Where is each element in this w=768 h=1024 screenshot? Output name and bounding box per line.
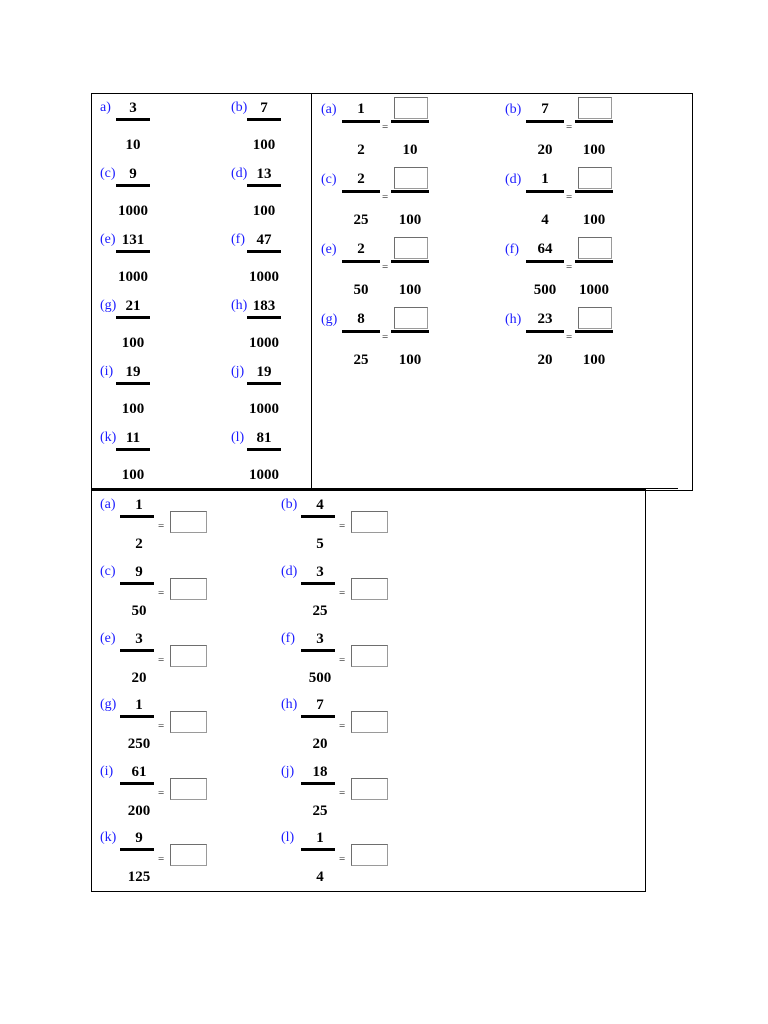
equals-sign: = [566, 121, 573, 133]
denominator: 25 [353, 352, 369, 368]
item-label: (d) [281, 564, 298, 579]
denominator: 20 [312, 736, 328, 752]
numerator: 7 [260, 100, 268, 116]
equals-sign: = [339, 587, 346, 599]
equivalent-fraction-item [505, 240, 675, 302]
equals-sign: = [339, 787, 346, 799]
answer-box[interactable] [351, 711, 388, 733]
denominator: 100 [121, 401, 145, 417]
answer-box[interactable] [170, 578, 207, 600]
fraction-bar [301, 582, 335, 585]
item-label: (e) [321, 242, 337, 257]
equivalent-fraction-item [321, 240, 491, 302]
denominator: 125 [127, 869, 151, 885]
denominator: 2 [135, 536, 143, 552]
target-denominator: 100 [582, 212, 606, 228]
fraction-bar [116, 382, 150, 385]
equivalent-fraction-item [321, 100, 491, 162]
fraction-bar [301, 715, 335, 718]
denominator: 100 [252, 137, 276, 153]
item-label: (k) [100, 430, 117, 445]
fraction-bar [116, 118, 150, 121]
fraction-bar [342, 330, 380, 333]
fraction-item [231, 430, 351, 490]
fraction-answer-item [100, 564, 270, 626]
equals-sign: = [339, 520, 346, 532]
item-label: (a) [100, 497, 116, 512]
target-denominator: 100 [398, 282, 422, 298]
fraction-bar [116, 316, 150, 319]
equivalent-fraction-item [321, 170, 491, 232]
equals-sign: = [566, 331, 573, 343]
fraction-bar [342, 190, 380, 193]
target-denominator: 100 [398, 352, 422, 368]
denominator: 20 [131, 670, 147, 686]
numerator: 7 [541, 101, 549, 117]
numerator: 1 [135, 497, 143, 513]
numerator-answer-box[interactable] [394, 97, 428, 119]
item-label: (h) [231, 298, 248, 313]
denominator: 1000 [118, 203, 148, 219]
denominator: 25 [312, 603, 328, 619]
answer-box[interactable] [351, 511, 388, 533]
fraction-bar [120, 715, 154, 718]
denominator: 1000 [249, 467, 279, 483]
equals-sign: = [382, 331, 389, 343]
numerator: 1 [135, 697, 143, 713]
item-label: (g) [321, 312, 338, 327]
fraction-bar [120, 649, 154, 652]
fraction-answer-item [100, 497, 270, 559]
numerator: 3 [316, 631, 324, 647]
item-label: (b) [505, 102, 522, 117]
item-label: (f) [281, 631, 295, 646]
target-denominator: 10 [402, 142, 418, 158]
numerator: 81 [256, 430, 272, 446]
fraction-answer-item [100, 764, 270, 826]
answer-box[interactable] [170, 711, 207, 733]
numerator: 18 [312, 764, 328, 780]
fraction-item [100, 232, 220, 292]
item-label: (j) [231, 364, 245, 379]
numerator: 7 [316, 697, 324, 713]
denominator: 500 [533, 282, 557, 298]
numerator-answer-box[interactable] [394, 307, 428, 329]
denominator: 250 [127, 736, 151, 752]
fraction-bar [391, 330, 429, 333]
fraction-bar [301, 515, 335, 518]
numerator: 1 [316, 830, 324, 846]
fraction-bar [301, 848, 335, 851]
fraction-bar [526, 190, 564, 193]
fraction-answer-item [100, 830, 270, 892]
item-label: (f) [231, 232, 245, 247]
numerator: 19 [256, 364, 272, 380]
target-denominator: 100 [582, 142, 606, 158]
denominator: 500 [308, 670, 332, 686]
fraction-bar [342, 120, 380, 123]
answer-box[interactable] [170, 645, 207, 667]
fraction-bar [120, 515, 154, 518]
denominator: 100 [252, 203, 276, 219]
denominator: 50 [131, 603, 147, 619]
fraction-bar [301, 649, 335, 652]
item-label: (h) [505, 312, 522, 327]
denominator: 5 [316, 536, 324, 552]
item-label: (c) [321, 172, 337, 187]
target-denominator: 100 [582, 352, 606, 368]
equivalent-fraction-item [505, 100, 675, 162]
equals-sign: = [158, 654, 165, 666]
fraction-bar [116, 184, 150, 187]
fraction-answer-item [281, 564, 451, 626]
equals-sign: = [158, 787, 165, 799]
fraction-answer-item [281, 697, 451, 759]
fraction-item [231, 364, 351, 424]
equals-sign: = [158, 587, 165, 599]
denominator: 2 [357, 142, 365, 158]
fraction-item [100, 166, 220, 226]
fraction-bar [116, 448, 150, 451]
item-label: (b) [281, 497, 298, 512]
answer-box[interactable] [170, 778, 207, 800]
item-label: (e) [100, 232, 116, 247]
item-label: (g) [100, 697, 117, 712]
fraction-bar [575, 260, 613, 263]
equals-sign: = [339, 654, 346, 666]
numerator: 3 [135, 631, 143, 647]
numerator: 131 [121, 232, 145, 248]
denominator: 1000 [249, 335, 279, 351]
denominator: 1000 [249, 401, 279, 417]
numerator-answer-box[interactable] [578, 167, 612, 189]
numerator: 61 [131, 764, 147, 780]
denominator: 25 [312, 803, 328, 819]
fraction-bar [247, 316, 281, 319]
denominator: 4 [541, 212, 549, 228]
fraction-bar [575, 190, 613, 193]
equals-sign: = [158, 853, 165, 865]
fraction-bar [247, 118, 281, 121]
numerator-answer-box[interactable] [394, 167, 428, 189]
fraction-bar [342, 260, 380, 263]
equivalent-fraction-item [505, 310, 675, 372]
numerator: 1 [357, 101, 365, 117]
fraction-answer-item [281, 764, 451, 826]
fraction-bar [526, 260, 564, 263]
fraction-bar [301, 782, 335, 785]
item-label: (d) [231, 166, 248, 181]
denominator: 100 [121, 467, 145, 483]
fraction-item [100, 100, 220, 160]
item-label: (b) [231, 100, 248, 115]
denominator: 1000 [249, 269, 279, 285]
equals-sign: = [566, 191, 573, 203]
item-label: (l) [281, 830, 295, 845]
item-label: (j) [281, 764, 295, 779]
fraction-bar [247, 448, 281, 451]
fraction-bar [120, 582, 154, 585]
equals-sign: = [382, 121, 389, 133]
fraction-answer-item [281, 497, 451, 559]
answer-box[interactable] [351, 778, 388, 800]
numerator: 9 [135, 830, 143, 846]
denominator: 200 [127, 803, 151, 819]
numerator: 64 [537, 241, 553, 257]
fraction-bar [116, 250, 150, 253]
numerator: 9 [129, 166, 137, 182]
fraction-answer-item [281, 631, 451, 693]
equals-sign: = [158, 520, 165, 532]
numerator-answer-box[interactable] [394, 237, 428, 259]
fraction-bar [120, 848, 154, 851]
fraction-answer-item [100, 697, 270, 759]
denominator: 100 [121, 335, 145, 351]
numerator: 1 [541, 171, 549, 187]
item-label: (f) [505, 242, 519, 257]
numerator: 2 [357, 241, 365, 257]
denominator: 10 [125, 137, 141, 153]
numerator: 23 [537, 311, 553, 327]
item-label: (g) [100, 298, 117, 313]
fraction-bar [575, 120, 613, 123]
fraction-bar [526, 120, 564, 123]
fraction-bar [247, 250, 281, 253]
equals-sign: = [339, 720, 346, 732]
item-label: (h) [281, 697, 298, 712]
fraction-item [100, 298, 220, 358]
denominator: 1000 [118, 269, 148, 285]
fraction-answer-item [281, 830, 451, 892]
item-label: (i) [100, 364, 114, 379]
equals-sign: = [382, 261, 389, 273]
fraction-bar [247, 382, 281, 385]
fraction-bar [526, 330, 564, 333]
item-label: (k) [100, 830, 117, 845]
fraction-answer-item [100, 631, 270, 693]
fraction-bar [391, 120, 429, 123]
fraction-item [100, 430, 220, 490]
numerator: 2 [357, 171, 365, 187]
numerator: 183 [252, 298, 276, 314]
fraction-bar [575, 330, 613, 333]
fraction-bar [391, 260, 429, 263]
equals-sign: = [566, 261, 573, 273]
equivalent-fraction-item [505, 170, 675, 232]
item-label: (l) [231, 430, 245, 445]
item-label: (d) [505, 172, 522, 187]
fraction-bar [120, 782, 154, 785]
denominator: 20 [537, 142, 553, 158]
item-label: (c) [100, 564, 116, 579]
item-label: (e) [100, 631, 116, 646]
numerator: 9 [135, 564, 143, 580]
denominator: 20 [537, 352, 553, 368]
equals-sign: = [382, 191, 389, 203]
numerator: 11 [125, 430, 141, 446]
target-denominator: 100 [398, 212, 422, 228]
item-label: (a) [321, 102, 337, 117]
answer-box[interactable] [351, 578, 388, 600]
numerator: 8 [357, 311, 365, 327]
equals-sign: = [339, 853, 346, 865]
numerator-answer-box[interactable] [578, 97, 612, 119]
numerator: 3 [316, 564, 324, 580]
item-label: (c) [100, 166, 116, 181]
answer-box[interactable] [170, 844, 207, 866]
numerator: 3 [129, 100, 137, 116]
numerator: 47 [256, 232, 272, 248]
numerator-answer-box[interactable] [578, 307, 612, 329]
denominator: 25 [353, 212, 369, 228]
denominator: 50 [353, 282, 369, 298]
target-denominator: 1000 [579, 282, 609, 298]
fraction-bar [391, 190, 429, 193]
numerator-answer-box[interactable] [578, 237, 612, 259]
fraction-bar [247, 184, 281, 187]
answer-box[interactable] [351, 844, 388, 866]
item-label: a) [100, 100, 111, 115]
numerator: 19 [125, 364, 141, 380]
equivalent-fraction-item [321, 310, 491, 372]
numerator: 4 [316, 497, 324, 513]
numerator: 21 [125, 298, 141, 314]
fraction-item [100, 364, 220, 424]
denominator: 4 [316, 869, 324, 885]
answer-box[interactable] [170, 511, 207, 533]
numerator: 13 [256, 166, 272, 182]
equals-sign: = [158, 720, 165, 732]
item-label: (i) [100, 764, 114, 779]
answer-box[interactable] [351, 645, 388, 667]
